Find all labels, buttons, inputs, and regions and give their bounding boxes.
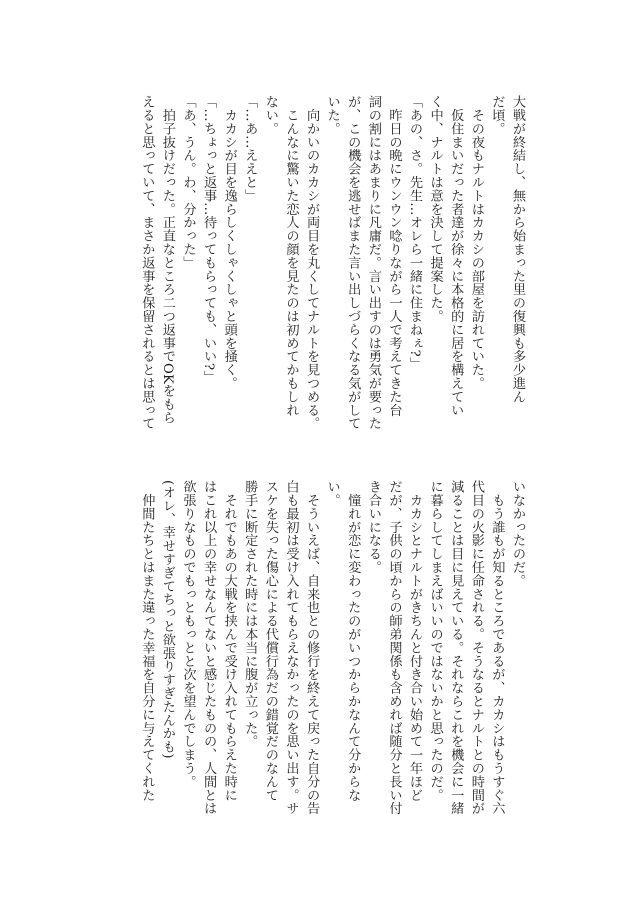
text-line: だ頃。 xyxy=(489,95,505,136)
text-line: 大戦が終結し、無から始まった里の復興も多少進ん xyxy=(510,95,525,404)
text-line: き合いになる。 xyxy=(365,480,381,574)
text-line: 憧れが恋に変わったのがいつからかなんて分からな xyxy=(345,480,361,802)
text-line: カカシとナルトがきちんと付き合い始めて一年ほど xyxy=(407,480,423,802)
text-line: もう誰もが知るところであるが、カカシはもうすぐ六 xyxy=(489,480,505,815)
text-line: 欲張りなものでもっともっとと次を望んでしまう。 xyxy=(180,480,196,789)
text-line: いなかったのだ。 xyxy=(510,480,525,588)
text-line: に暮らしてしまえばいいのではないかと思ったのだ。 xyxy=(427,480,443,802)
text-line: 勝手に断定された時には本当に腹が立った。 xyxy=(242,480,258,748)
text-line: カカシが目を逸らしくしゃくしゃと頭を掻く。 xyxy=(221,95,237,390)
text-line: 代目の火影に任命される。そうなるとナルトとの時間が xyxy=(468,480,484,815)
text-line: 「あ、うん。わ、分かった」 xyxy=(180,95,196,270)
text-line: こんなに驚いた恋人の顔を見たのは初めてかもしれ xyxy=(283,95,299,417)
text-line: はこれ以上の幸せなんてないと感じたものの、人間とは xyxy=(201,480,217,815)
text-line: スケを失った傷心による代償行為だの錯覚だのなんて xyxy=(262,480,278,802)
text-line: 仲間たちとはまた違った幸福を自分に与えてくれた xyxy=(139,480,155,802)
text-line: 「…あ…ええと」 xyxy=(242,95,258,203)
text-line: (オレ、幸せすぎてちっと欲張りすぎたんかも) xyxy=(159,480,175,759)
text-line: 拍子抜けだった。正直なところ二つ返事でOKをもら xyxy=(159,95,175,425)
text-line: 白も最初は受け入れてもらえなかったのを思い出す。サ xyxy=(283,480,299,815)
text-line: 「…ちょっと返事…待ってもらっても、いい?」 xyxy=(201,95,217,384)
upper-text-block xyxy=(127,95,527,445)
text-line: い。 xyxy=(324,480,340,507)
text-line: えると思っていて、まさか返事を保留されるとは思って xyxy=(139,95,155,430)
text-line: 「あの、さ。先生…オレら一緒に住まねぇ?」 xyxy=(407,95,423,371)
text-line: 仮住まいだった者達が徐々に本格的に居を構えてい xyxy=(448,95,464,417)
text-line: いた。 xyxy=(324,95,340,136)
text-line: それでもあの大戦を挟んで受け入れてもらえた時に xyxy=(221,480,237,802)
text-line: く中、ナルトは意を決して提案した。 xyxy=(427,95,443,323)
lower-text-block xyxy=(127,480,527,830)
text-line: その夜もナルトはカカシの部屋を訪れていた。 xyxy=(468,95,484,390)
text-line: 詞の割にはあまりに凡庸だ。言い出すのは勇気が要った xyxy=(365,95,381,430)
text-line: 減ることは目に見えている。それならこれを機会に一緒 xyxy=(448,480,464,815)
text-line: 向かいのカカシが両目を丸くしてナルトを見つめる。 xyxy=(304,95,320,430)
text-line: が、この機会を逃せばまた言い出しづらくなる気がして xyxy=(345,95,361,430)
text-line: 昨日の晩にウンウン唸りながら一人で考えてきた台 xyxy=(386,95,402,417)
text-line: ない。 xyxy=(262,95,278,136)
text-line: だが、子供の頃からの師弟関係も含めれば随分と長い付 xyxy=(386,480,402,815)
text-line: そういえば、自来也との修行を終えて戻った自分の告 xyxy=(304,480,320,815)
